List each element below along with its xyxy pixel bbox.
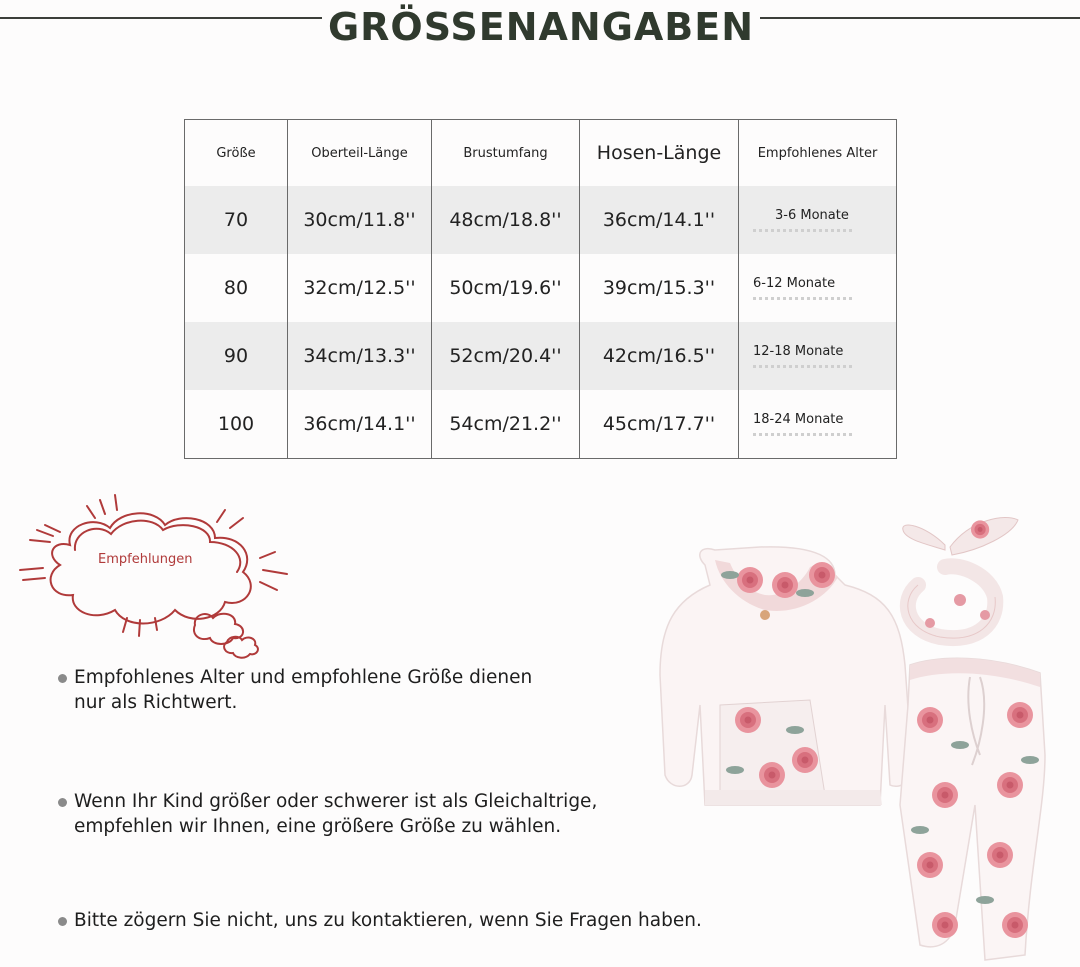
cell-top-length: 32cm/12.5'': [288, 254, 432, 322]
page-title: GRÖSSENANGABEN: [327, 5, 755, 49]
bullet-dot-icon: [58, 674, 67, 683]
page-header: [0, 0, 1080, 60]
cell-age: [739, 186, 897, 254]
cell-chest: 50cm/19.6'': [432, 254, 580, 322]
cell-top-length: 36cm/14.1'': [288, 390, 432, 459]
age-text: 3-6 Monate: [775, 208, 849, 223]
cell-size: 70: [185, 186, 288, 254]
list-item-line2: empfehlen wir Ihnen, eine größere Größe zu wählen.: [74, 816, 562, 837]
list-item: [58, 789, 597, 839]
cell-pants-length: 36cm/14.1'': [580, 186, 739, 254]
blurred-text: [753, 365, 853, 368]
list-item: [58, 665, 532, 715]
table-row: [185, 186, 897, 254]
age-text: 12-18 Monate: [753, 344, 844, 359]
cell-chest: 52cm/20.4'': [432, 322, 580, 390]
table-row: [185, 254, 897, 322]
cell-top-length: 30cm/11.8'': [288, 186, 432, 254]
list-item-line1: Bitte zögern Sie nicht, uns zu kontaktieren, wenn Sie Fragen haben.: [74, 910, 702, 931]
cell-pants-length: 45cm/17.7'': [580, 390, 739, 459]
table-row: [185, 322, 897, 390]
cell-pants-length: 42cm/16.5'': [580, 322, 739, 390]
cell-chest: 54cm/21.2'': [432, 390, 580, 459]
bullet-dot-icon: [58, 798, 67, 807]
blurred-text: [753, 297, 853, 300]
table-header-row: [185, 120, 897, 187]
cell-size: 80: [185, 254, 288, 322]
cell-size: 100: [185, 390, 288, 459]
floral-hoodie-set-illustration: [600, 505, 1070, 965]
list-item-line1: Empfohlenes Alter und empfohlene Größe dienen: [74, 667, 533, 688]
list-item-line1: Wenn Ihr Kind größer oder schwerer ist als Gleichaltrige,: [74, 791, 598, 812]
cell-age: [739, 390, 897, 459]
header-pants-length: Hosen-Länge: [580, 120, 739, 187]
size-table: [184, 119, 897, 459]
header-chest: Brustumfang: [432, 120, 580, 187]
blurred-text: [753, 229, 853, 232]
age-text: 18-24 Monate: [753, 412, 844, 427]
blurred-text: [753, 433, 853, 436]
table-row: [185, 390, 897, 459]
header-top-length: Oberteil-Länge: [288, 120, 432, 187]
header-rule-left: [0, 17, 322, 19]
cell-size: 90: [185, 322, 288, 390]
bullet-dot-icon: [58, 917, 67, 926]
header-rule-right: [760, 17, 1080, 19]
age-text: 6-12 Monate: [753, 276, 836, 291]
cell-age: [739, 254, 897, 322]
cell-age: [739, 322, 897, 390]
list-item-line2: nur als Richtwert.: [74, 692, 238, 713]
cell-chest: 48cm/18.8'': [432, 186, 580, 254]
recommendations-label: Empfehlungen: [98, 552, 193, 567]
header-size: Größe: [185, 120, 288, 187]
cloud-bubble-icon: [15, 490, 295, 665]
header-age: Empfohlenes Alter: [739, 120, 897, 187]
cell-pants-length: 39cm/15.3'': [580, 254, 739, 322]
cell-top-length: 34cm/13.3'': [288, 322, 432, 390]
